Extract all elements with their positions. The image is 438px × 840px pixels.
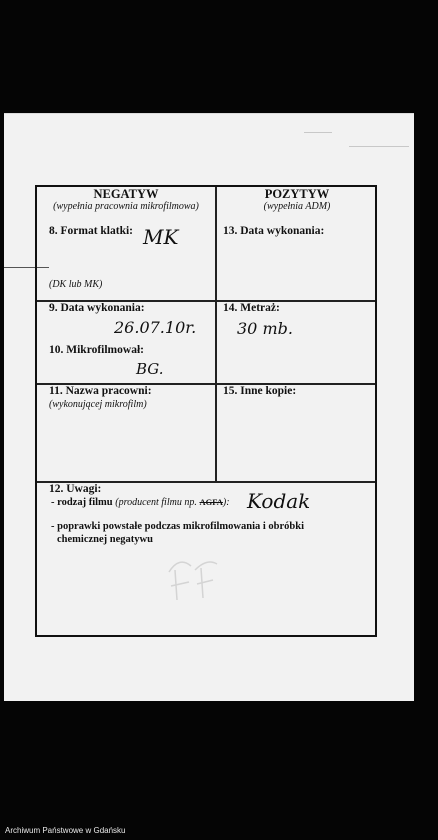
remarks-label: 12. Uwagi: — [49, 483, 102, 495]
column-divider — [215, 187, 217, 482]
length-label: 14. Metraż: — [223, 302, 280, 314]
film-type-value: Kodak — [247, 489, 311, 513]
film-type-hint: (producent filmu np. — [115, 497, 197, 508]
film-type-prefix: - rodzaj filmu — [51, 497, 113, 508]
format-hint: (DK lub MK) — [49, 279, 103, 290]
other-copies-label: 15. Inne kopie: — [223, 385, 297, 397]
negatyw-date-label: 9. Data wykonania: — [49, 302, 145, 314]
microfilm-card — [4, 113, 414, 701]
corrections-line-1: - poprawki powstałe podczas mikrofilmowania i obróbki — [51, 521, 304, 532]
negatyw-date-value: 26.07.10r. — [114, 318, 197, 337]
film-type-example-struck: AGFA — [199, 497, 223, 507]
filmed-by-label: 10. Mikrofilmował: — [49, 344, 144, 356]
length-value: 30 mb. — [237, 319, 293, 338]
scan-mark — [304, 132, 332, 133]
pozytyw-date-label: 13. Data wykonania: — [223, 225, 325, 237]
scan-mark — [349, 146, 409, 147]
lab-name-hint: (wykonującej mikrofilm) — [49, 399, 147, 410]
faint-stamp-mark — [165, 552, 225, 607]
pozytyw-subtitle: (wypełnia ADM) — [263, 201, 331, 212]
archive-footer: Archiwum Państwowe w Gdańsku — [5, 826, 126, 835]
negatyw-subtitle: (wypełnia pracownia mikrofilmowa) — [53, 201, 199, 212]
lab-name-label: 11. Nazwa pracowni: — [49, 385, 152, 397]
format-label: 8. Format klatki: — [49, 225, 134, 237]
negatyw-title: NEGATYW — [93, 187, 159, 201]
film-type-line — [51, 497, 230, 508]
pozytyw-title: POZYTYW — [264, 187, 330, 201]
corrections-line-2: chemicznej negatywu — [57, 534, 153, 545]
filmed-by-value: BG. — [136, 360, 164, 378]
form-table — [35, 185, 377, 637]
film-type-hint-end: ): — [222, 497, 230, 508]
format-value: MK — [143, 225, 179, 249]
